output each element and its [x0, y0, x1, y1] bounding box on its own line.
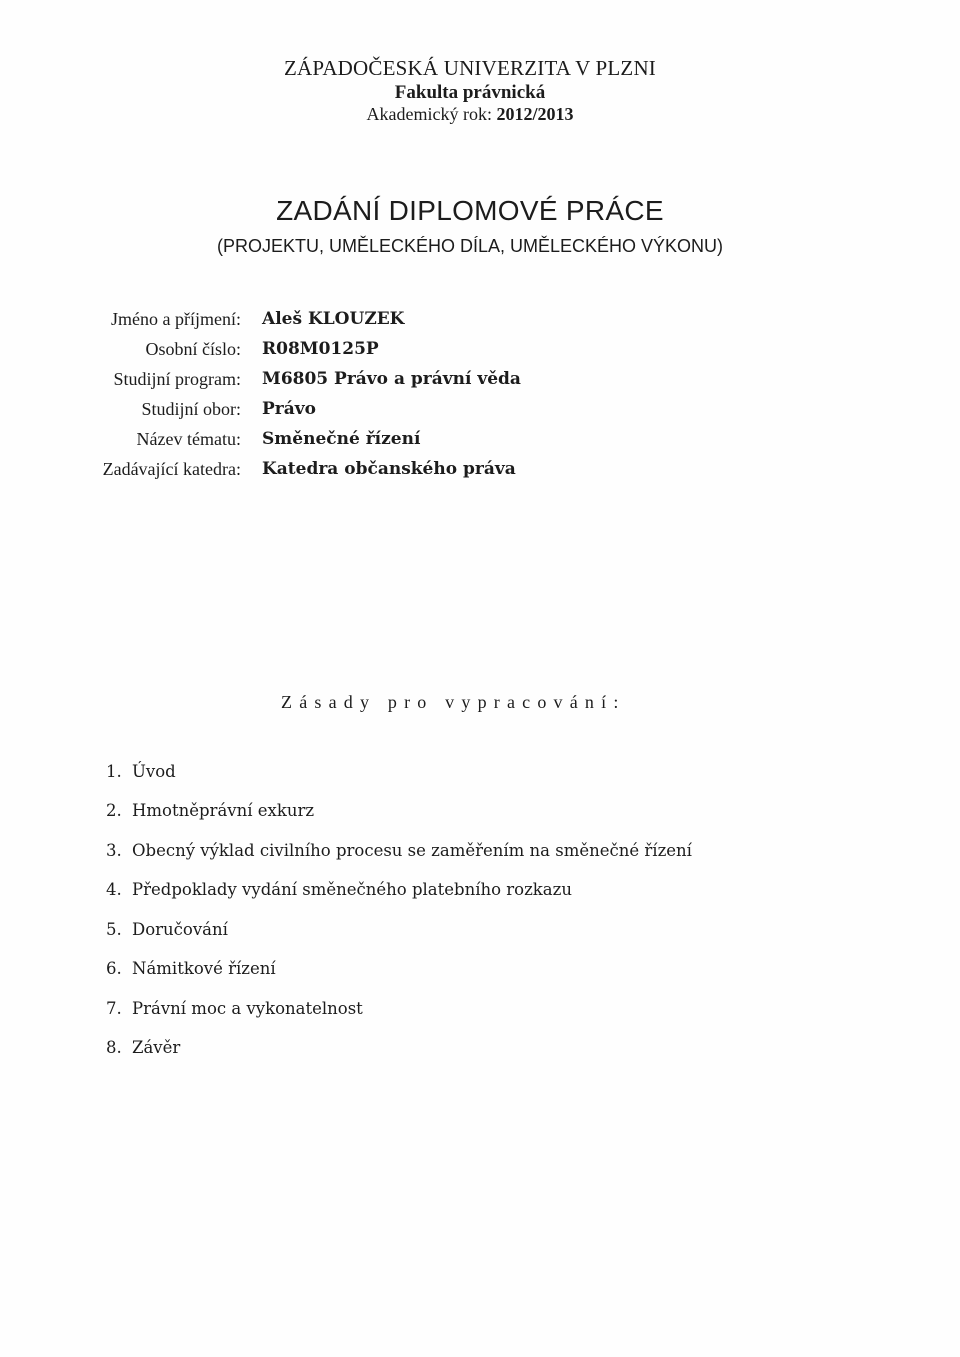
field-label: Jméno a příjmení: — [111, 309, 241, 329]
field-personal-number-row — [0, 339, 940, 369]
field-label: Studijní obor: — [141, 399, 241, 419]
list-item-number: 1. — [106, 762, 122, 781]
list-item — [106, 762, 176, 781]
field-label: Osobní číslo: — [145, 339, 241, 359]
academic-year-label: Akademický rok: — [366, 104, 492, 124]
list-item-number: 3. — [106, 841, 122, 860]
list-item-text: Závěr — [132, 1038, 181, 1057]
field-label: Zadávající katedra: — [102, 459, 241, 479]
field-value: M6805 Právo a právní věda — [262, 369, 521, 389]
list-item-number: 5. — [106, 920, 122, 939]
principles-heading: Zásady pro vypracování: — [281, 692, 626, 712]
field-name-row — [0, 309, 940, 339]
list-item — [106, 920, 228, 939]
list-item-text: Úvod — [132, 762, 176, 781]
field-label: Název tématu: — [136, 429, 241, 449]
list-item-text: Námitkové řízení — [132, 959, 276, 978]
list-item-number: 8. — [106, 1038, 122, 1057]
field-department-row — [0, 459, 940, 489]
list-item — [106, 999, 363, 1018]
field-value: R08M0125P — [262, 339, 379, 359]
document-title: ZADÁNÍ DIPLOMOVÉ PRÁCE — [276, 195, 664, 226]
academic-year — [0, 104, 940, 125]
list-item — [106, 959, 276, 978]
list-item — [106, 841, 692, 860]
field-value: Právo — [262, 399, 316, 419]
list-item-number: 4. — [106, 880, 122, 899]
list-item-text: Hmotněprávní exkurz — [132, 801, 315, 820]
list-item-number: 6. — [106, 959, 122, 978]
field-value: Aleš KLOUZEK — [262, 309, 405, 329]
list-item-text: Předpoklady vydání směnečného platebního rozkazu — [132, 880, 572, 899]
list-item — [106, 801, 314, 820]
university-name: ZÁPADOČESKÁ UNIVERZITA V PLZNI — [283, 56, 657, 80]
list-item — [106, 1038, 180, 1057]
field-topic-row — [0, 429, 940, 459]
field-study-program-row — [0, 369, 940, 399]
field-label: Studijní program: — [113, 369, 241, 389]
field-value: Směnečné řízení — [262, 429, 421, 449]
field-study-field-row — [0, 399, 940, 429]
document-subtitle: (PROJEKTU, UMĚLECKÉHO DÍLA, UMĚLECKÉHO VÝKONU) — [216, 236, 724, 256]
field-value: Katedra občanského práva — [262, 459, 516, 479]
list-item-text: Doručování — [132, 920, 228, 939]
list-item-text: Obecný výklad civilního procesu se zaměřením na směnečné řízení — [132, 841, 692, 860]
list-item-number: 7. — [106, 999, 122, 1018]
list-item-number: 2. — [106, 801, 122, 820]
faculty-name: Fakulta právnická — [394, 82, 546, 103]
list-item-text: Právní moc a vykonatelnost — [132, 999, 363, 1018]
list-item — [106, 880, 572, 899]
academic-year-value: 2012/2013 — [496, 104, 574, 124]
